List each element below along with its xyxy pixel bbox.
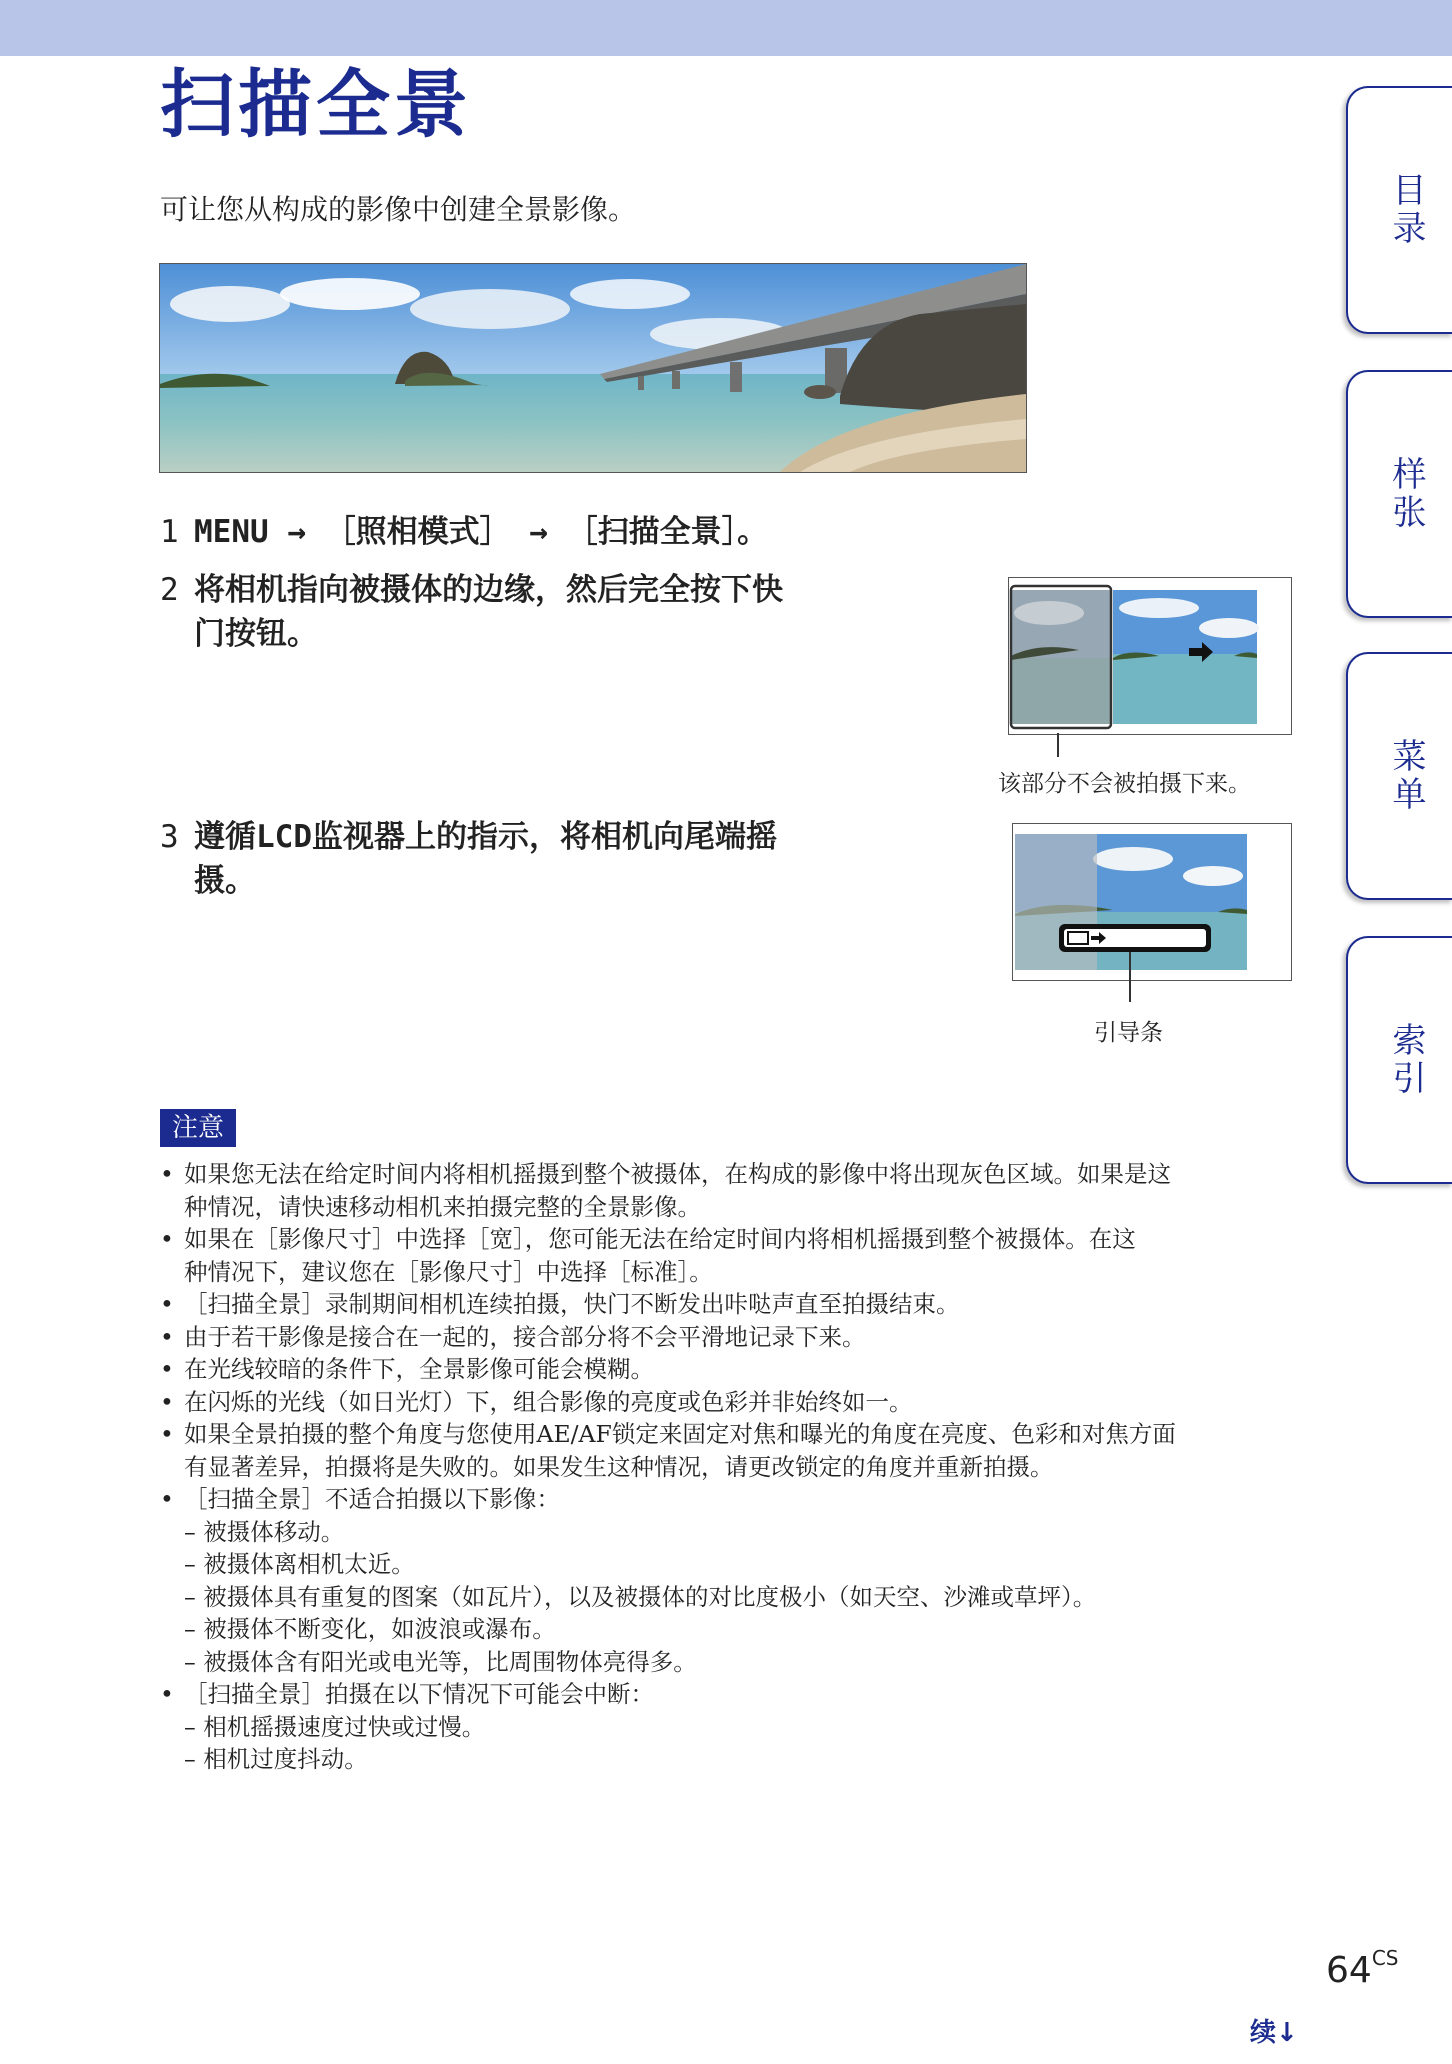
note-line: • ［扫描全景］拍摄在以下情况下可能会中断：	[184, 1680, 654, 1708]
panorama-illustration	[160, 264, 1026, 472]
note-bullet-item	[160, 1321, 1300, 1354]
note-line: – 被摄体离相机太近。	[184, 1550, 415, 1578]
tab-label: 菜单	[1386, 738, 1426, 814]
tab-samples[interactable]	[1346, 370, 1452, 618]
note-sub-item	[160, 1548, 1300, 1581]
note-bullet-item	[160, 1223, 1300, 1288]
step-3	[160, 815, 880, 903]
note-line: – 被摄体含有阳光或电光等，比周围物体亮得多。	[184, 1647, 697, 1676]
tab-label: 索引	[1386, 1022, 1426, 1098]
note-line: • ［扫描全景］录制期间相机连续拍摄，快门不断发出咔哒声直至拍摄结束。	[184, 1290, 960, 1318]
page-number	[1326, 1946, 1399, 1991]
step-number: 2	[160, 572, 179, 608]
step-2	[160, 568, 880, 656]
step-text: 将相机指向被摄体的边缘，然后完全按下快	[194, 572, 783, 608]
note-label: 注意	[160, 1109, 236, 1147]
note-sub-item	[160, 1646, 1300, 1679]
note-sub-item	[160, 1711, 1300, 1744]
note-line: 种情况下，建议您在［影像尺寸］中选择［标准］。	[184, 1257, 713, 1286]
tab-index[interactable]	[1346, 936, 1452, 1184]
figure-guide-bar	[1012, 823, 1292, 981]
tab-contents[interactable]	[1346, 86, 1452, 334]
figure-1-caption: 该部分不会被拍摄下来。	[998, 771, 1251, 797]
note-sub-item	[160, 1516, 1300, 1549]
note-bullet-item	[160, 1483, 1300, 1516]
note-sub-item	[160, 1743, 1300, 1776]
tab-menu[interactable]	[1346, 652, 1452, 900]
tab-label: 目录	[1386, 172, 1426, 248]
page-number-value: 64	[1326, 1950, 1372, 1991]
step-text-cont: 摄。	[194, 863, 256, 899]
step-number: 3	[160, 819, 179, 855]
note-line: • ［扫描全景］不适合拍摄以下影像：	[184, 1485, 560, 1513]
note-line: – 被摄体移动。	[184, 1517, 345, 1546]
continued-link[interactable]: 续↓	[1250, 2018, 1298, 2048]
note-line: • 由于若干影像是接合在一起的，接合部分将不会平滑地记录下来。	[184, 1322, 866, 1351]
figure-start-frame	[1008, 577, 1292, 735]
step-number: 1	[160, 514, 179, 550]
step-1	[160, 510, 768, 554]
note-bullet-item	[160, 1386, 1300, 1419]
callout-line	[1057, 733, 1059, 757]
note-bullet-item	[160, 1678, 1300, 1711]
note-line: • 如果在［影像尺寸］中选择［宽］，您可能无法在给定时间内将相机摇摄到整个被摄体。在这	[184, 1225, 1136, 1253]
note-line: • 在光线较暗的条件下，全景影像可能会模糊。	[184, 1355, 654, 1383]
note-line: – 相机摇摄速度过快或过慢。	[184, 1712, 486, 1741]
note-sub-item	[160, 1613, 1300, 1646]
notes-list	[160, 1158, 1300, 1776]
note-line: 有显著差异，拍摄将是失败的。如果发生这种情况，请更改锁定的角度并重新拍摄。	[184, 1452, 1054, 1481]
intro-text: 可让您从构成的影像中创建全景影像。	[160, 193, 637, 226]
note-line: – 被摄体具有重复的图案（如瓦片），以及被摄体的对比度极小（如天空、沙滩或草坪）。	[184, 1582, 1097, 1611]
step-text: MENU → ［照相模式］ → ［扫描全景］。	[194, 514, 769, 550]
guide-bar-illustration	[1013, 824, 1291, 980]
figure-2-caption: 引导条	[1094, 1020, 1163, 1046]
note-bullet-item	[160, 1288, 1300, 1321]
page-title: 扫描全景	[160, 62, 472, 148]
note-line: • 在闪烁的光线（如日光灯）下，组合影像的亮度或色彩并非始终如一。	[184, 1387, 913, 1416]
note-line: • 如果全景拍摄的整个角度与您使用AE/AF锁定来固定对焦和曝光的角度在亮度、色彩和对焦方面	[184, 1420, 1176, 1448]
callout-line	[1129, 952, 1131, 1002]
note-line: – 相机过度抖动。	[184, 1745, 368, 1773]
note-line: 种情况，请快速移动相机来拍摄完整的全景影像。	[184, 1192, 701, 1221]
panorama-image	[159, 263, 1027, 473]
note-line: • 如果您无法在给定时间内将相机摇摄到整个被摄体，在构成的影像中将出现灰色区域。如果是这	[184, 1160, 1171, 1188]
step-text: 遵循LCD监视器上的指示，将相机向尾端摇	[194, 819, 777, 855]
note-sub-item	[160, 1581, 1300, 1614]
page-number-suffix: CS	[1371, 1946, 1399, 1970]
start-frame-illustration	[1009, 578, 1291, 734]
note-line: – 被摄体不断变化，如波浪或瀑布。	[184, 1615, 556, 1643]
note-bullet-item	[160, 1158, 1300, 1223]
step-text-cont: 门按钮。	[194, 616, 318, 652]
note-bullet-item	[160, 1418, 1300, 1483]
top-banner	[0, 0, 1452, 56]
tab-label: 样张	[1386, 456, 1426, 532]
note-bullet-item	[160, 1353, 1300, 1386]
